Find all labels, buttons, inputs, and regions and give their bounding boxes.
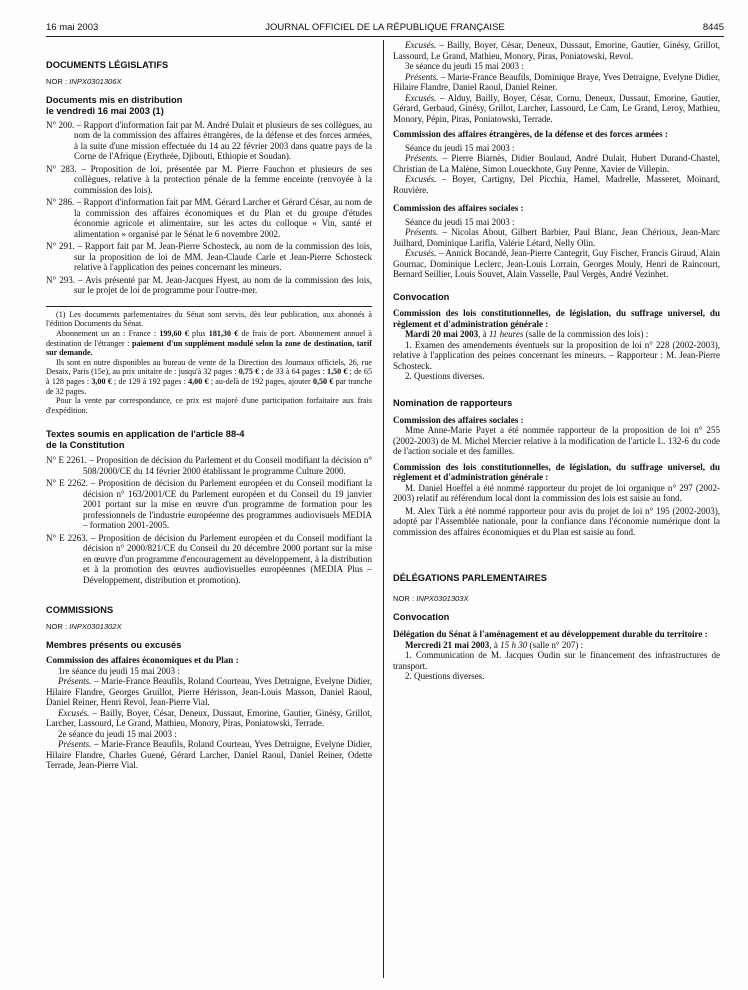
seance-3-title: 3e séance du jeudi 15 mai 2003 :	[405, 61, 524, 71]
commission-soc-title: Commission des affaires sociales :	[393, 203, 524, 213]
document-entry: N° 200. – Rapport d'information fait par M. André Dulait et plusieurs de ses collègues, au nom de la commission des affaires étrangères, de la défense et des forces armées, à la suite d'une mission effectuée du 14 au 22 février 2003 dans quatre pays de la Corne de l'Afrique (Erythrée, Djibouti, Ethiopie et Soudan).	[46, 119, 372, 162]
nomination-title: Nomination de rapporteurs	[393, 397, 513, 408]
page-header	[46, 22, 724, 36]
header-date: 16 mai 2003	[46, 22, 99, 33]
texte-entry: N° E 2263. – Proposition de décision du Parlement européen et du Conseil modifiant la décision n° 2000/821/CE du Conseil du 20 décembre 2000 portant sur la mise en œuvre d'un programme d'encouragement au développement, à la distribution et à la promotion des œuvres audiovisuelles européennes (MEDIA Plus – Développement, distribution et promotion).	[46, 532, 372, 585]
header-rule	[46, 36, 724, 37]
etr-present: Présents. – Pierre Biarnès, Didier Boulaud, André Dulait, Hubert Durand-Chastel, Christian de La Malène, Simon Loueckhote, Guy Penne, Xavier de Villepin.	[393, 153, 720, 174]
right-column	[393, 40, 720, 682]
convocation-item: 2. Questions diverses.	[405, 371, 485, 382]
commission-eco-title: Commission des affaires économiques et du Plan :	[46, 655, 239, 666]
delegations-title: DÉLÉGATIONS PARLEMENTAIRES	[393, 573, 547, 584]
nomination-soc-text: Mme Anne-Marie Payet a été nommée rapporteur de la proposition de loi n° 255 (2002-2003) de M. Michel Mercier relative à la modification de l'article L. 132-6 du code de l'action sociale et des familles.	[393, 425, 720, 457]
delegation-date: Mercredi 21 mai 2003, à 15 h 30 (salle n° 207) :	[405, 639, 584, 650]
convocation-title: Convocation	[393, 291, 450, 302]
footnote-mail-order: Pour la vente par correspondance, ce prix est majoré d'une participation forfaitaire aux frais d'expédition.	[46, 396, 372, 415]
column-divider	[383, 40, 384, 978]
document-entry: N° 291. – Rapport fait par M. Jean-Pierre Schosteck, au nom de la commission des lois, sur la proposition de loi de MM. Jean-Claude Carle et Jean-Pierre Schosteck relative à l'application des peines concernant les mineurs.	[46, 241, 373, 273]
documents-subtitle: Documents mis en distribution le vendredi 16 mai 2003 (1)	[46, 95, 183, 117]
header-page-number: 8445	[702, 22, 724, 33]
soc-present: Présents. – Nicolas About, Gilbert Barbier, Paul Blanc, Jean Chérioux, Jean-Marc Juilhard, Dominique Larifla, Valérie Létard, Nelly Olin.	[393, 227, 720, 248]
soc-seance: Séance du jeudi 15 mai 2003 :	[405, 216, 515, 227]
seance-2-excused: Excusés. – Bailly, Boyer, César, Deneux, Dussaut, Emorine, Gautier, Ginésy, Grillot, Lassourd, Le Grand, Mathieu, Monory, Piras, Poniatowski, Revol.	[393, 40, 720, 61]
delegation-item: 1. Communication de M. Jacques Oudin sur le financement des infrastructures de transport.	[393, 650, 720, 671]
seance-1-present: Présents. – Marie-France Beaufils, Roland Courteau, Yves Detraigne, Evelyne Didier, Hilaire Flandre, Georges Gruillot, Pierre Hérisson, Jean-Louis Masson, Daniel Raoul, Daniel Reiner, Henri Revol, Jean-Pierre Vial.	[46, 676, 372, 708]
nomination-lois-commission: Commission des lois constitutionnelles, de législation, du suffrage universel, du règlement et d'administration générale :	[393, 461, 720, 483]
footnote-text: (1) Les documents parlementaires du Sénat sont servis, dès leur publication, aux abonnés à l'édition Documents du Sénat.	[46, 309, 372, 329]
seance-3-excused: Excusés. – Alduy, Bailly, Boyer, César, Cornu, Deneux, Dussaut, Emorine, Gautier, Gérard, Gerbaud, Ginésy, Grillot, Larcher, Lassourd, Le Cam, Le Grand, Leroy, Mathieu, Monory, Pépin, Piras, Poniatowski, Terrade.	[393, 92, 720, 124]
delegations-convocation-title: Convocation	[393, 612, 450, 623]
seance-1-excused: Excusés. – Bailly, Boyer, César, Deneux, Dussaut, Emorine, Gautier, Ginésy, Grillot, Larcher, Lassourd, Le Grand, Mathieu, Monory, Piras, Poniatowski, Terrade.	[46, 707, 372, 729]
footnote-subscription: Abonnement un an : France : 199,60 € plus 181,30 € de frais de port. Abonnement annuel à destination de l'étranger : paiement d'un supplément modulé selon la zone de destination, tarif sur demande.	[46, 329, 373, 358]
convocation-commission: Commission des lois constitutionnelles, de législation, du suffrage universel, du règlement et d'administration générale :	[393, 308, 720, 329]
documents-title: DOCUMENTS LÉGISLATIFS	[46, 60, 169, 70]
document-entry: N° 283. – Proposition de loi, présentée par M. Pierre Fauchon et plusieurs de ses collègues, relative à la protection pénale de la femme enceinte (renvoyée à la commission des lois).	[46, 163, 372, 195]
seance-3-present: Présents. – Marie-France Beaufils, Dominique Braye, Yves Detraigne, Evelyne Didier, Hilaire Flandre, Daniel Raoul, Daniel Reiner.	[393, 71, 720, 92]
etr-excused: Excusés. – Boyer, Cartigny, Del Picchia, Hamel, Madrelle, Masseret, Moinard, Rouvière.	[393, 174, 720, 195]
nomination-lois-text: M. Alex Türk a été nommé rapporteur pour avis du projet de loi n° 195 (2002-2003), adopté par l'Assemblée nationale, pour la confiance dans l'économie numérique dont la commission des affaires économiques et du Plan est saisie au fond.	[393, 505, 720, 537]
nomination-soc-commission: Commission des affaires sociales :	[393, 414, 524, 425]
soc-excused: Excusés. – Annick Bocandé, Jean-Pierre Cantegrit, Guy Fischer, Francis Giraud, Alain Gournac, Dominique Leclerc, Jean-Louis Lorrain, Georges Mouly, Henri de Raincourt, Bernard Seillier, Louis Souvet, Alain Vasselle, Paul Vergès, André Vezinhet.	[393, 248, 720, 279]
seance-2-title: 2e séance du jeudi 15 mai 2003 :	[58, 728, 177, 739]
seance-2-present: Présents. – Marie-France Beaufils, Roland Courteau, Yves Detraigne, Evelyne Didier, Hilaire Flandre, Charles Guené, Gérard Larcher, Daniel Raoul, Daniel Reiner, Odette Terrade, Jean-Pierre Vial.	[46, 739, 372, 771]
commission-etr-title: Commission des affaires étrangères, de la défense et des forces armées :	[393, 129, 668, 139]
texte-entry: N° E 2261. – Proposition de décision du Parlement et du Conseil modifiant la décision n° 508/2000/CE du 14 février 2000 établissant le programme Culture 2000.	[46, 455, 373, 476]
textes-title: Textes soumis en application de l'article 88-4 de la Constitution	[46, 429, 245, 451]
etr-seance: Séance du jeudi 15 mai 2003 :	[405, 142, 515, 153]
commissions-title: COMMISSIONS	[46, 605, 114, 616]
nomination-lois-text: M. Daniel Hoeffel a été nommé rapporteur du projet de loi organique n° 297 (2002-2003) relatif au référendum local dont la commission des lois est saisie au fond.	[393, 482, 720, 504]
delegation-item: 2. Questions diverses.	[405, 671, 485, 682]
commissions-nor: NOR : INPX0301302X	[46, 621, 122, 631]
left-column	[46, 40, 372, 771]
documents-nor: NOR : INPX0301306X	[46, 76, 122, 86]
document-entry: N° 286. – Rapport d'information fait par MM. Gérard Larcher et Gérard César, au nom de la commission des affaires économiques et du Plan et du groupe d'études économie agricole et alimentaire, sur les actes du colloque « Vin, santé et alimentation » organisé par le Sénat le 6 novembre 2002.	[46, 197, 373, 239]
delegations-nor: NOR : INPX0301303X	[393, 593, 469, 603]
footnote-prices: Ils sont en outre disponibles au bureau de vente de la Direction des Journaux officiels, 26, rue Desaix, Paris (15e), au prix unitaire de : jusqu'à 32 pages : 0,75 € ; de 33 à 64 pages : 1,50 € ; de 65 à 128 pages : 3,00 € ; de 129 à 192 pages : 4,00 € ; au-delà de 192 pages, ajouter 0,50 € par tranche de 32 pages.	[46, 357, 373, 396]
convocation-item: 1. Examen des amendements éventuels sur la proposition de loi n° 228 (2002-2003), relative à l'application des peines concernant les mineurs. – Rapporteur : M. Jean-Pierre Schosteck.	[393, 339, 720, 371]
seance-1-title: 1re séance du jeudi 15 mai 2003 :	[58, 665, 180, 676]
document-entry: N° 293. – Avis présenté par M. Jean-Jacques Hyest, au nom de la commission des lois, sur le projet de loi de programme pour l'outre-mer.	[46, 274, 372, 296]
texte-entry: N° E 2262. – Proposition de décision du Parlement européen et du Conseil modifiant la décision n° 163/2001/CE du Parlement européen et du Conseil du 19 janvier 2001 portant sur la mise en œuvre d'un programme de formation pour les professionnels de l'industrie européenne des programmes audiovisuels MEDIA – formation 2001-2005.	[46, 478, 372, 531]
commissions-subtitle: Membres présents ou excusés	[46, 640, 182, 651]
delegation-name: Délégation du Sénat à l'aménagement et au développement durable du territoire :	[393, 629, 708, 640]
convocation-date: Mardi 20 mai 2003, à 11 heures (salle de la commission des lois) :	[405, 329, 649, 340]
header-journal-title: JOURNAL OFFICIEL DE LA RÉPUBLIQUE FRANÇAISE	[265, 22, 505, 33]
